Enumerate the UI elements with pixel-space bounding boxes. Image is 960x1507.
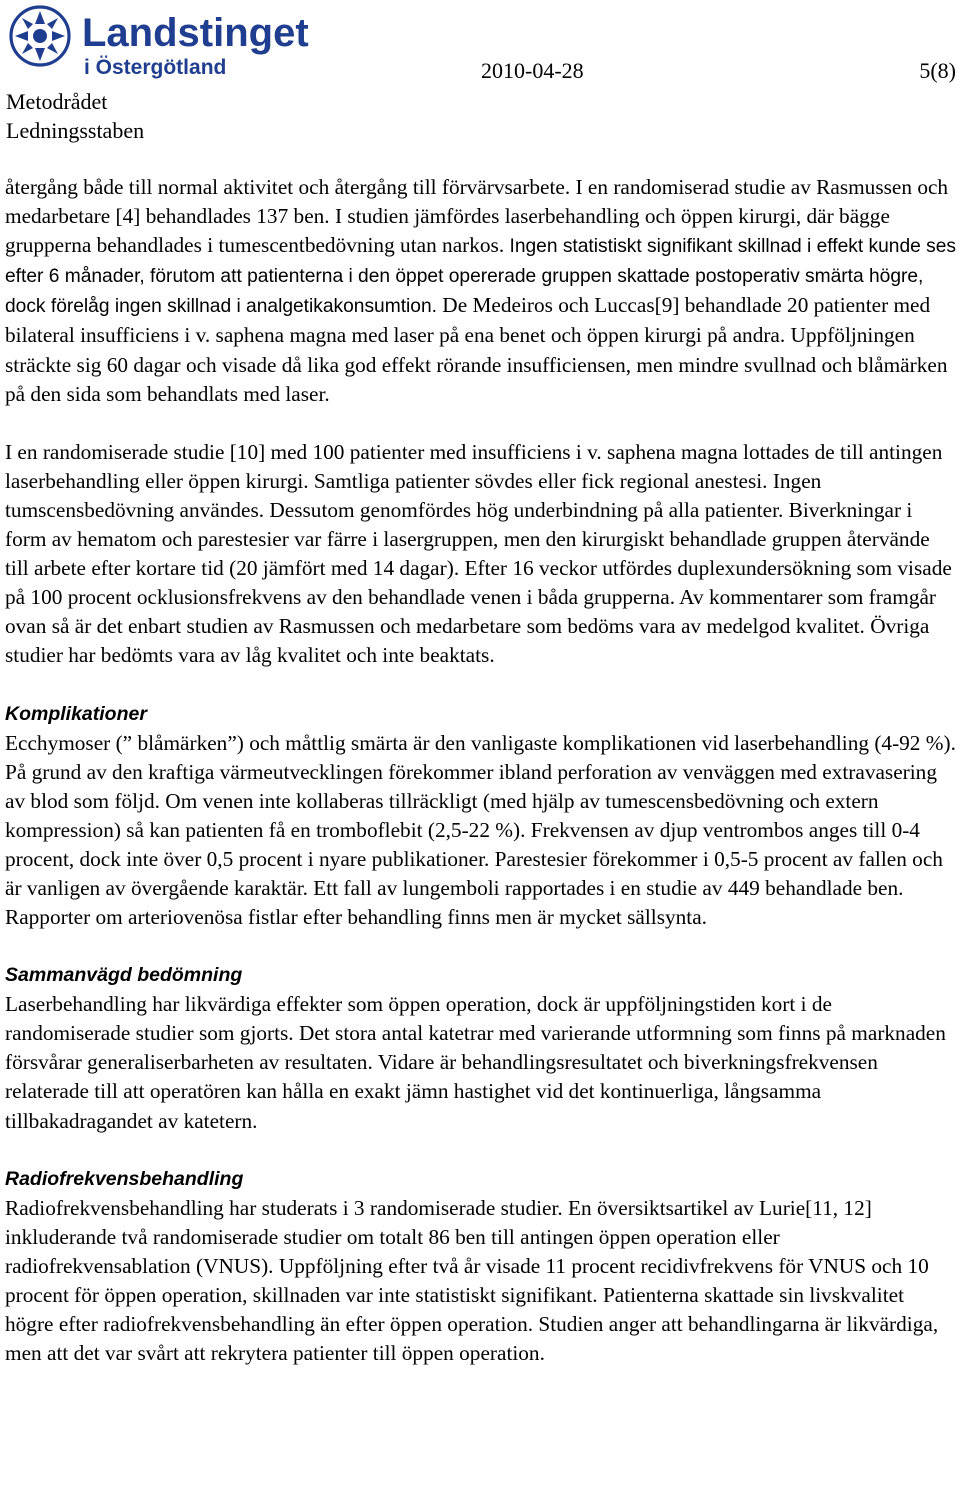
heading-sammanvagd-bedomning: Sammanvägd bedömning	[5, 964, 243, 987]
department-sub: Ledningsstaben	[6, 118, 145, 143]
paragraph-laser-studies	[5, 173, 956, 409]
paragraph-randomised-study: I en randomiserade studie [10] med 100 patienter med insufficiens i v. saphena magna lottades de till antingen laserbehandling eller öppen kirurgi. Samtliga patienter sövdes eller fick regional anestesi. Ingen tumscensbedövning användes. Dessutom genomfördes hög underbindning på alla patienter. Biverkningar i form av hematom och parestesier var färre i lasergruppen, men den kirurgiskt behandlade gruppen återvände till arbete efter kortare tid (20 jämfört med 14 dagar). Efter 16 veckor utfördes duplexundersökning som visade på 100 procent ocklusionsfrekvens av den behandlade venen i båda grupperna. Av kommentarer som framgår ovan så är det enbart studien av Rasmussen och medarbetare som bedöms vara av medelgod kvalitet. Övriga studier har bedömts vara av låg kvalitet och inte beaktats.	[5, 439, 952, 668]
page-number: 5(8)	[919, 58, 956, 83]
logo-graphic	[6, 2, 326, 80]
landstinget-logo	[6, 2, 326, 80]
document-body	[5, 173, 956, 1368]
paragraph-radiofrekvensbehandling: Radiofrekvensbehandling har studerats i 3 randomiserade studier. En översiktsartikel av Lurie[11, 12] inkluderande två randomiserade studier om totalt 86 ben till antingen öppen operation eller radiofrekvensablation (VNUS). Uppföljning efter två år visade 11 procent recidivfrekvens för VNUS och 10 procent för öppen operation, skillnaden var inte statistiskt signifikant. Patienterna skattade sin livskvalitet högre efter radiofrekvensbehandling än efter öppen operation. Studien anger att behandlingarna är likvärdiga, men att det var svårt att rekrytera patienter till öppen operation.	[5, 1195, 939, 1366]
paragraph-sammanvagd-bedomning: Laserbehandling har likvärdiga effekter som öppen operation, dock är uppföljningstiden kort i de randomiserade studier som gjorts. Det stora antal katetrar med varierande utformning som finns på marknaden försvårar generaliserbarheten av resultaten. Vidare är behandlingsresultatet och biverkningsfrekvensen relaterade till att operatören kan hålla en exakt jämn hastighet vid det kontinuerliga, långsamma tillbakadragandet av katetern.	[5, 992, 946, 1133]
department-name: Metodrådet	[6, 89, 108, 114]
paragraph-komplikationer: Ecchymoser (” blåmärken”) och måttlig smärta är den vanligaste komplikationen vid laserbehandling (4-92 %). På grund av den kraftiga värmeutvecklingen förekommer ibland perforation av venväggen med extravasering av blod som följd. Om venen inte kollaberas tillräckligt (med hjälp av tumescensbedövning och extern kompression) så kan patienten få en tromboflebit (2,5-22 %). Frekvensen av djup ventrombos anges till 0-4 procent, dock inte över 0,5 procent i nyare publikationer. Parestesier förekommer i 0,5-5 procent av fallen och är vanligen av övergående karaktär. Ett fall av lungemboli rapportades i en studie av 449 behandlade ben. Rapporter om arteriovenösa fistlar efter behandling finns men är mycket sällsynta.	[5, 730, 956, 930]
heading-komplikationer: Komplikationer	[5, 702, 147, 725]
paragraph-text-sans: Ingen statistiskt signifikant skillnad i effekt kunde ses efter 6 månader, förutom att patienterna i den öppet opererade gruppen skattade postoperativ smärta högre, dock förelåg ingen skillnad i analgetikakonsumtion.	[5, 236, 957, 318]
paragraph-text: återgång både till normal aktivitet och återgång till förvärvsarbete. I en randomiserad studie av Rasmussen och medarbetare [4] behandlades 137 ben. I studien jämfördes laserbehandling och öppen kirurgi, där bägge grupperna behandlades i tumescentbedövning utan narkos.	[5, 175, 949, 258]
heading-radiofrekvensbehandling: Radiofrekvensbehandling	[5, 1167, 244, 1190]
logo-sub: i Östergötland	[84, 56, 227, 79]
logo-name: Landstinget	[82, 11, 309, 55]
document-date: 2010-04-28	[481, 58, 584, 83]
department	[6, 87, 144, 145]
paragraph-text: De Medeiros och Luccas[9] behandlade 20 patienter med bilateral insufficiens i v. saphena magna med laser på ena benet och öppen kirurgi på andra. Uppföljningen sträckte sig 60 dagar och visade då lika god effekt rörande insufficiensen, men mindre svullnad och blåmärken på den sida som behandlats med laser.	[5, 293, 948, 406]
